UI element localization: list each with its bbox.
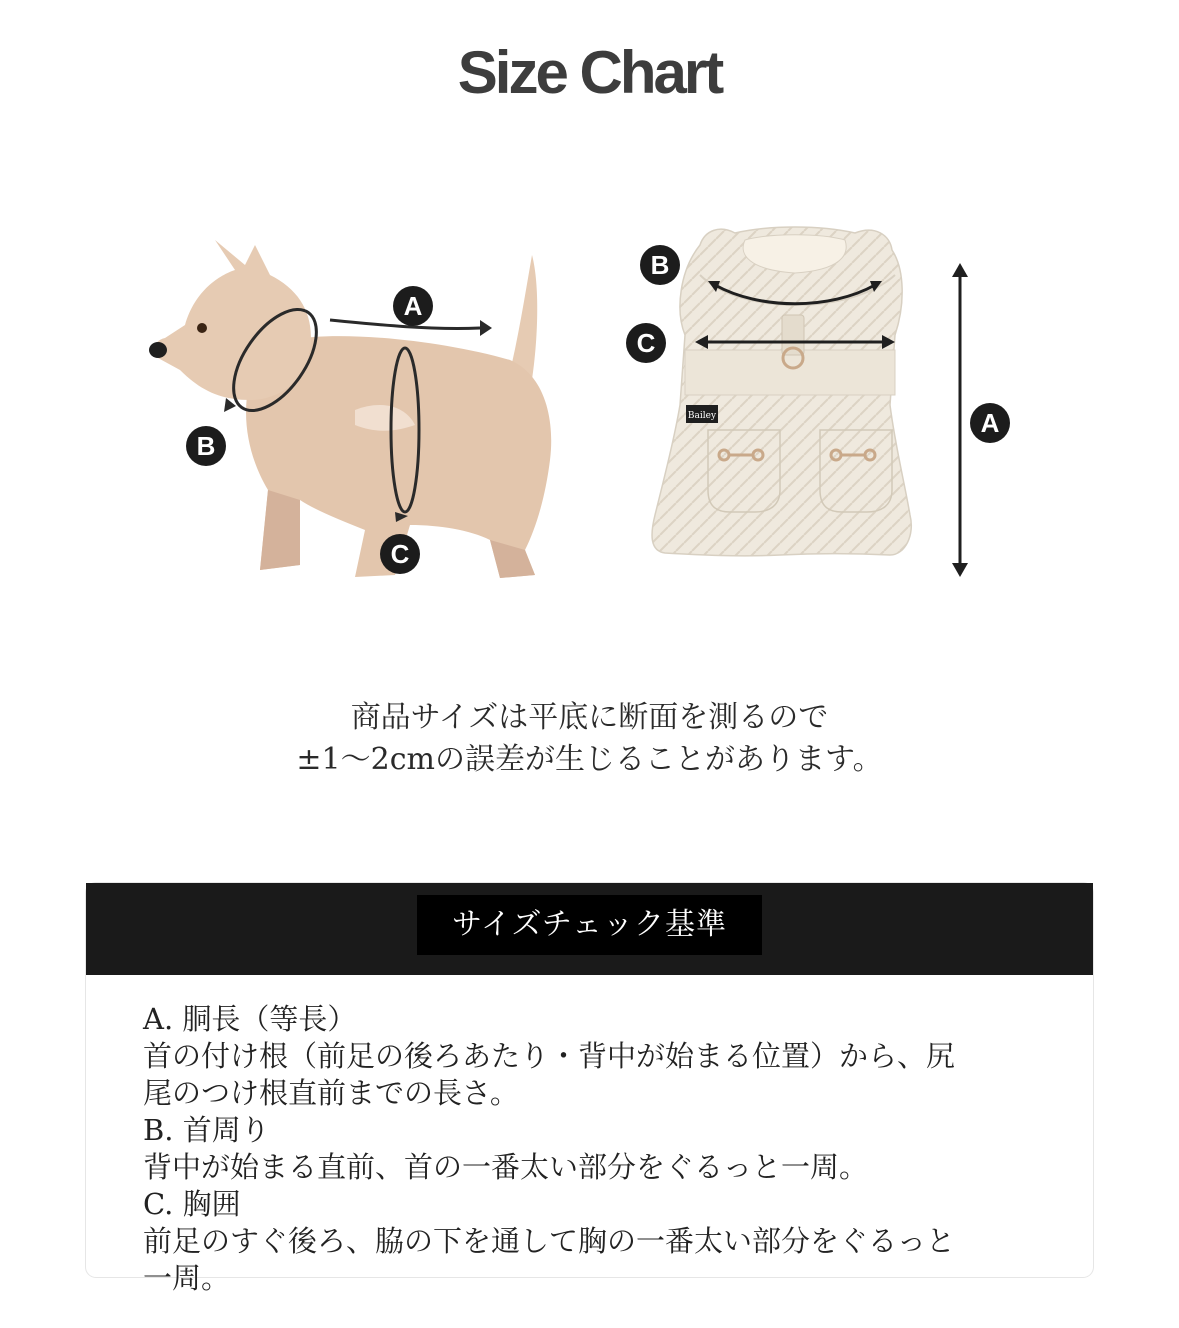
badge-c: C [380, 534, 420, 574]
coat-badge-c: C [626, 323, 666, 363]
panel-header [86, 883, 1093, 975]
size-criteria-panel [86, 883, 1093, 1295]
criteria-b-line-1: 背中が始まる直前、首の一番太い部分をぐるっと一周。 [143, 1150, 869, 1184]
criteria-a-heading: A. 胴長（等長） [143, 1002, 357, 1036]
criteria-a-line-1: 首の付け根（前足の後ろあたり・背中が始まる位置）から、尻 [143, 1039, 956, 1073]
panel-title: サイズチェック基準 [417, 895, 762, 955]
criteria-text [143, 1001, 1063, 1297]
note-line-2: ±1〜2cmの誤差が生じることがあります。 [296, 742, 883, 777]
criteria-c-line-1: 前足のすぐ後ろ、脇の下を通して胸の一番太い部分をぐるっと [143, 1224, 956, 1258]
criteria-b-heading: B. 首周り [143, 1113, 270, 1147]
coat-badge-b: B [640, 245, 680, 285]
badge-b: B [186, 426, 226, 466]
criteria-c-heading: C. 胸囲 [143, 1187, 241, 1221]
page-title: Size Chart [457, 39, 722, 106]
dog-illustration [140, 230, 580, 600]
badge-a: A [393, 286, 433, 326]
coat-badge-a: A [970, 403, 1010, 443]
criteria-a-line-2: 尾のつけ根直前までの長さ。 [143, 1076, 519, 1110]
criteria-c-line-2: 一周。 [143, 1261, 231, 1295]
coat-label: Bailey [687, 411, 717, 421]
note-line-1: 商品サイズは平底に断面を測るので [350, 700, 829, 735]
coat-illustration [620, 215, 1040, 605]
dog-drawing [140, 230, 580, 600]
